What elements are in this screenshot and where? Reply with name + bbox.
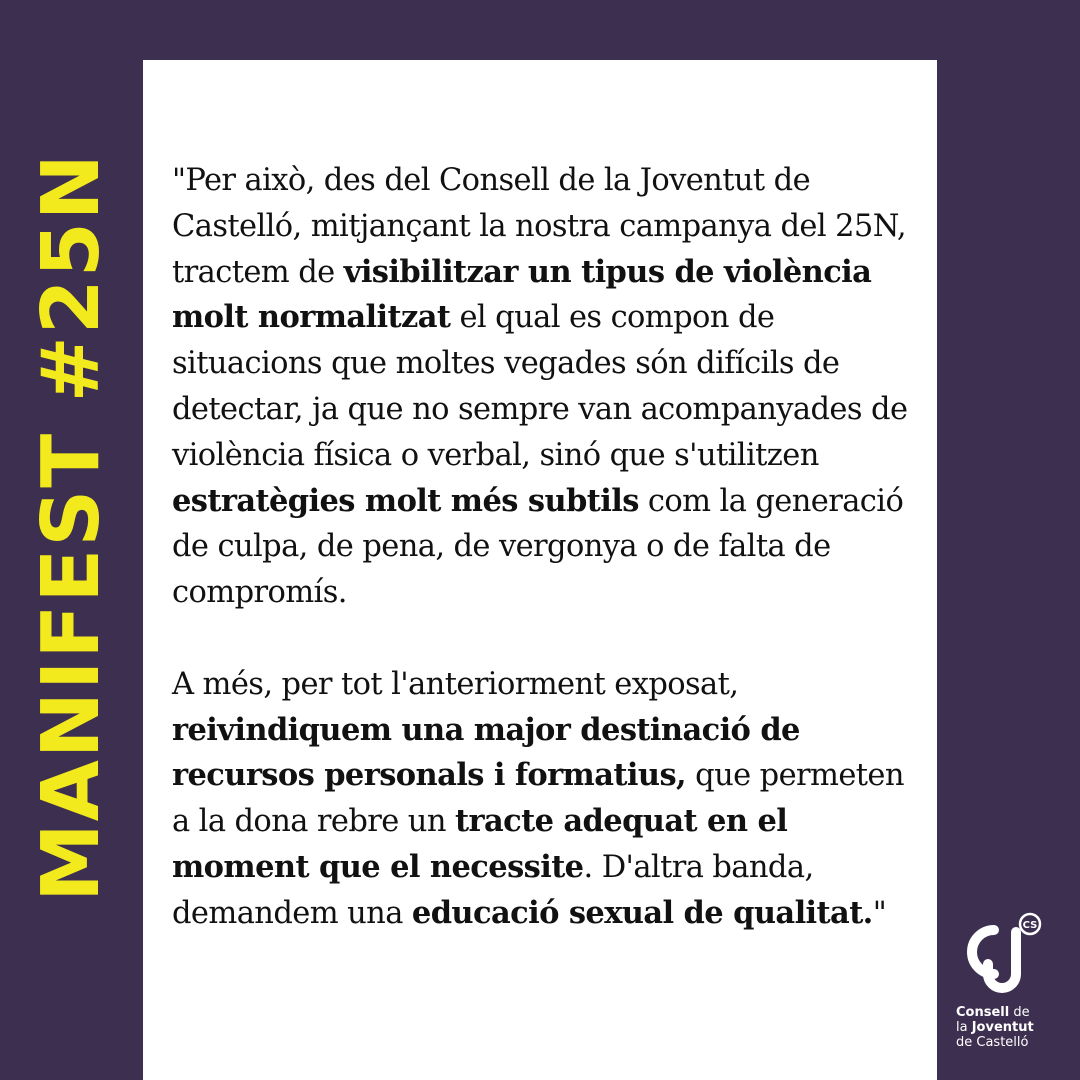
emphasis-text: estratègies molt més subtils bbox=[172, 482, 639, 519]
body-text: el qual es compon de situacions que moltes vegades són difícils de detectar, ja que no sempre van acompanyades de violència física o verbal, sinó que s'utilitzen bbox=[172, 300, 908, 473]
body-text: A més, per tot l'anteriorment exposat, bbox=[172, 666, 739, 702]
logo-word-la: la bbox=[956, 1020, 972, 1035]
side-title-container bbox=[25, 22, 118, 1032]
side-title: MANIFEST #25N bbox=[25, 152, 118, 902]
logo-word-de: de bbox=[1009, 1005, 1030, 1020]
body-text: " bbox=[872, 895, 887, 931]
logo-text bbox=[956, 1005, 1034, 1050]
cj-logo-icon bbox=[954, 912, 1044, 1002]
emphasis-text: educació sexual de qualitat. bbox=[411, 894, 873, 931]
manifesto-card bbox=[143, 60, 937, 1080]
logo-word-consell: Consell bbox=[956, 1005, 1010, 1020]
emphasis-text: reivindiquem una major destinació de recursos personals i formatius, bbox=[172, 711, 800, 794]
logo-line-castello: de Castelló bbox=[956, 1035, 1029, 1050]
manifesto-paragraph-2 bbox=[172, 662, 917, 937]
cs-badge-label: CS bbox=[1022, 920, 1038, 931]
logo-word-joventut: Joventut bbox=[971, 1020, 1034, 1035]
body-text: que permeten a la dona rebre un bbox=[172, 758, 904, 840]
body-text: . D'altra banda, demandem una bbox=[172, 849, 814, 931]
body-text: "Per això, des del Consell de la Joventut de Castelló, mitjançant la nostra campanya del 25N, tractem de bbox=[172, 163, 906, 290]
cj-logo bbox=[948, 912, 1068, 1072]
emphasis-text: visibilitzar un tipus de violència molt normalitzat bbox=[172, 253, 872, 336]
body-text: com la generació de culpa, de pena, de vergonya o de falta de compromís. bbox=[172, 483, 904, 611]
emphasis-text: tracte adequat en el moment que el necessite bbox=[172, 803, 788, 885]
manifesto-paragraph-1 bbox=[172, 158, 917, 616]
